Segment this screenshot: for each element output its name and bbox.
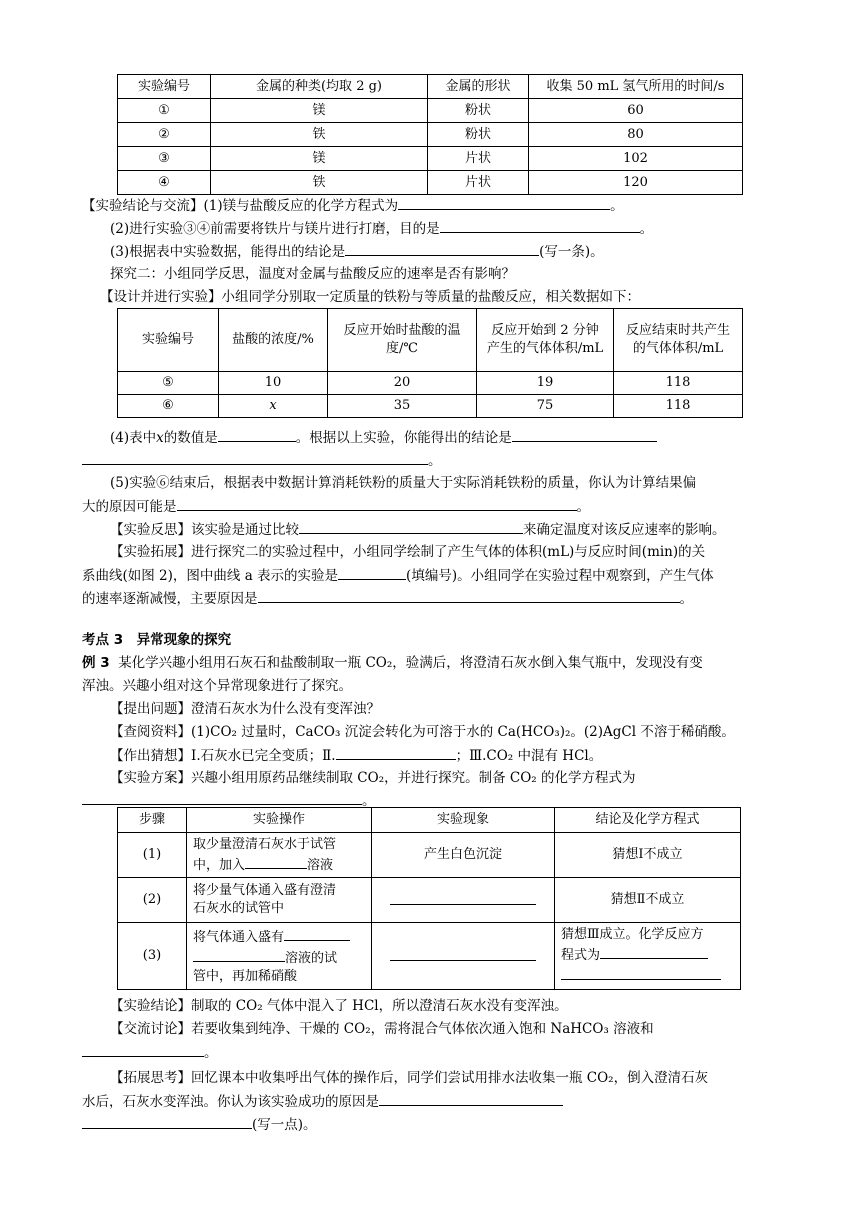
problem-statement: 【提出问题】澄清石灰水为什么没有变浑浊？: [110, 701, 380, 717]
table-cell: ⑥: [118, 395, 219, 418]
cell-text-line: [561, 944, 734, 965]
table-cell: (1): [118, 833, 187, 878]
table-cell: 镁: [211, 147, 428, 171]
discussion: 【交流讨论】若要收集到纯净、干燥的 CO₂，需将混合气体依次通入饱和 NaHCO₃ 溶液和: [110, 1021, 654, 1037]
reflection: [110, 519, 726, 540]
table-row: [118, 878, 741, 923]
table-header-row: [118, 309, 743, 372]
design-text: 【设计并进行实验】小组同学分别取一定质量的铁粉与等质量的盐酸反应，相关数据如下：: [100, 289, 640, 305]
table-cell: 片状: [428, 147, 529, 171]
table-header-row: [118, 808, 741, 833]
answer-blank[interactable]: [398, 195, 610, 210]
question-text: (写一条)。: [539, 244, 604, 260]
answer-blank[interactable]: [258, 588, 680, 603]
table-cell: 猜想Ⅰ不成立: [555, 833, 741, 878]
question-text: 系曲线(如图 2)，图中曲线 a 表示的实验是: [82, 568, 339, 584]
table-header: 实验操作: [187, 808, 372, 833]
punctuation: 。: [428, 453, 442, 469]
answer-blank[interactable]: [440, 218, 640, 233]
table-cell: 102: [529, 147, 743, 171]
question-3: [110, 241, 604, 262]
table-cell: 铁: [211, 171, 428, 195]
table-cell: 片状: [428, 171, 529, 195]
cell-text: 溶液的试: [285, 951, 338, 966]
table-row: [118, 171, 743, 195]
section-heading: 考点 3 异常现象的探究: [82, 632, 232, 648]
cell-text-line: [561, 965, 734, 986]
question-4-cont: [82, 450, 442, 471]
table-cell: 镁: [211, 99, 428, 123]
question-text: ；Ⅲ.CO₂ 中混有 HCl。: [455, 748, 603, 764]
table-cell: [187, 878, 372, 923]
table-row: [118, 923, 741, 990]
question-text: (3)根据表中实验数据，能得出的结论是: [110, 244, 346, 260]
table-cell: 猜想Ⅱ不成立: [555, 878, 741, 923]
table-cell: 35: [328, 395, 477, 418]
answer-blank[interactable]: [390, 946, 536, 961]
extension-cont: [82, 565, 714, 586]
question-1: 【实验结论与交流】(1)镁与盐酸反应的化学方程式为 。: [82, 195, 624, 216]
answer-blank[interactable]: [284, 926, 350, 941]
table-cell: 118: [614, 395, 743, 418]
question-text: 。根据以上实验，你能得出的结论是: [295, 430, 512, 446]
temperature-table: [117, 308, 743, 418]
answer-blank[interactable]: [345, 241, 539, 256]
question-5: (5)实验⑥结束后，根据表中数据计算消耗铁粉的质量大于实际消耗铁粉的质量，你认为计算结果偏: [110, 475, 697, 491]
question-text: (2)进行实验③④前需要将铁片与镁片进行打磨，目的是: [110, 221, 440, 237]
table-cell: (2): [118, 878, 187, 923]
answer-blank[interactable]: [218, 427, 296, 442]
example-label: 例 3: [82, 655, 110, 671]
answer-blank[interactable]: [193, 947, 285, 962]
table-header: 实验编号: [118, 75, 211, 99]
table-cell: (3): [118, 923, 187, 990]
example-text: 浑浊。兴趣小组对这个异常现象进行了探究。: [82, 678, 352, 694]
table-cell: ③: [118, 147, 211, 171]
answer-blank[interactable]: [245, 854, 307, 869]
cell-text: 将少量气体通入盛有澄清: [193, 883, 337, 898]
question-text: 来确定温度对该反应速率的影响。: [523, 522, 726, 538]
table-cell: 80: [529, 123, 743, 147]
table-cell: ⑤: [118, 372, 219, 395]
table-cell: [187, 833, 372, 878]
table-header-row: [118, 75, 743, 99]
discussion-cont: [82, 1042, 218, 1063]
table-header: 步骤: [118, 808, 187, 833]
table-cell: [372, 923, 555, 990]
question-text: 【实验反思】该实验是通过比较: [110, 522, 299, 538]
experiment-table: [117, 807, 741, 990]
table-header: 反应开始到 2 分钟产生的气体体积/mL: [477, 309, 614, 372]
question-2: (2)进行实验③④前需要将铁片与镁片进行打磨，目的是 。: [110, 218, 653, 239]
question-text: 【作出猜想】Ⅰ.石灰水已完全变质；Ⅱ.: [110, 748, 336, 764]
table-row: [118, 395, 743, 418]
question-text: 水后，石灰水变浑浊。你认为该实验成功的原因是: [82, 1094, 379, 1110]
answer-blank[interactable]: [82, 790, 362, 805]
table-cell: ②: [118, 123, 211, 147]
table-cell: 产生白色沉淀: [372, 833, 555, 878]
question-text: 大的原因可能是: [82, 499, 177, 515]
table-header: 反应开始时盐酸的温度/℃: [328, 309, 477, 372]
extension-cont-2: 的速率逐渐减慢，主要原因是 。: [82, 588, 693, 609]
cell-text-line: [193, 926, 365, 947]
table-row: [118, 147, 743, 171]
experiment-conclusion: 【实验结论】制取的 CO₂ 气体中混入了 HCl，所以澄清石灰水没有变浑浊。: [110, 998, 568, 1014]
answer-blank[interactable]: [299, 519, 523, 534]
question-text: (写一点)。: [252, 1117, 317, 1133]
table-cell: [555, 923, 741, 990]
answer-blank[interactable]: [177, 496, 577, 511]
table-cell: 20: [328, 372, 477, 395]
table-cell: 10: [219, 372, 328, 395]
extension-thinking: 【拓展思考】回忆课本中收集呼出气体的操作后，同学们尝试用排水法收集一瓶 CO₂，倒入澄清石灰: [110, 1070, 709, 1086]
table-header: 结论及化学方程式: [555, 808, 741, 833]
table-header: 实验编号: [118, 309, 219, 372]
table-cell: 粉状: [428, 99, 529, 123]
answer-blank[interactable]: [82, 450, 428, 465]
table-header: 反应结束时共产生的气体体积/mL: [614, 309, 743, 372]
plan-text: 【实验方案】兴趣小组用原药品继续制取 CO₂，并进行探究。制备 CO₂ 的化学方程式为: [110, 770, 636, 786]
table-cell: [187, 923, 372, 990]
reference-info: 【查阅资料】(1)CO₂ 过量时，CaCO₃ 沉淀会转化为可溶于水的 Ca(HCO₃)₂。(2)AgCl 不溶于稀硝酸。: [110, 724, 735, 740]
table-cell: x: [219, 395, 328, 418]
table-row: [118, 123, 743, 147]
cell-text: 取少量澄清石灰水于试管: [193, 836, 337, 852]
table-cell: 118: [614, 372, 743, 395]
answer-blank[interactable]: [561, 965, 721, 980]
answer-blank[interactable]: [338, 565, 406, 580]
hypothesis: [110, 745, 602, 766]
table-row: [118, 833, 741, 878]
variable-x: x: [156, 430, 164, 446]
table-cell: 铁: [211, 123, 428, 147]
table-cell: 19: [477, 372, 614, 395]
table-cell: [372, 878, 555, 923]
extension-thinking-cont-2: [82, 1114, 317, 1135]
answer-blank[interactable]: [82, 1114, 252, 1129]
table-row: [118, 372, 743, 395]
answer-blank[interactable]: [512, 427, 657, 442]
cell-text: 将气体通入盛有: [193, 930, 285, 945]
table-cell: ①: [118, 99, 211, 123]
answer-blank[interactable]: [82, 1042, 204, 1057]
table-cell: ④: [118, 171, 211, 195]
table-header: 实验现象: [372, 808, 555, 833]
table-cell: 粉状: [428, 123, 529, 147]
plan-cont: 。: [82, 790, 376, 811]
question-text: (填编号)。小组同学在实验过程中观察到，产生气体: [406, 568, 714, 584]
metal-reaction-table: [117, 74, 743, 195]
table-header: 金属的形状: [428, 75, 529, 99]
answer-blank[interactable]: [336, 745, 456, 760]
cell-text: 中，加入: [193, 857, 246, 873]
table-header: 收集 50 mL 氢气所用的时间/s: [529, 75, 743, 99]
question-text: 的速率逐渐减慢，主要原因是: [82, 591, 258, 607]
cell-text-line: [193, 947, 365, 968]
table-cell: 120: [529, 171, 743, 195]
table-cell: 75: [477, 395, 614, 418]
question-5-cont: 大的原因可能是 。: [82, 496, 590, 517]
answer-blank[interactable]: [390, 890, 536, 905]
question-text: 【实验结论与交流】(1)镁与盐酸反应的化学方程式为: [82, 198, 399, 214]
extension-thinking-cont: [82, 1091, 563, 1112]
table-header: 盐酸的浓度/%: [219, 309, 328, 372]
question-4: [110, 427, 657, 448]
question-text: (4)表中: [110, 430, 157, 446]
cell-text: 管中，再加稀硝酸: [193, 969, 298, 984]
answer-blank[interactable]: [600, 944, 708, 959]
cell-text: 程式为: [561, 948, 601, 963]
cell-text: 石灰水的试管中: [193, 901, 285, 916]
cell-text-line: [193, 854, 365, 875]
answer-blank[interactable]: [379, 1091, 563, 1106]
question-text: 的数值是: [163, 430, 218, 446]
example-3: [82, 653, 703, 673]
extension-text: 【实验拓展】进行探究二的实验过程中，小组同学绘制了产生气体的体积(mL)与反应时间(min)的关: [110, 544, 706, 560]
punctuation: 。: [204, 1045, 218, 1061]
table-header: 金属的种类(均取 2 g): [211, 75, 428, 99]
cell-text: 溶液: [307, 857, 334, 873]
table-cell: 60: [529, 99, 743, 123]
table-row: [118, 99, 743, 123]
explore-two-heading: 探究二：小组同学反思，温度对金属与盐酸反应的速率是否有影响？: [110, 266, 515, 282]
example-text: 某化学兴趣小组用石灰石和盐酸制取一瓶 CO₂，验满后，将澄清石灰水倒入集气瓶中，发现没有变: [118, 655, 703, 671]
cell-text: 猜想Ⅲ成立。化学反应方: [561, 927, 704, 942]
